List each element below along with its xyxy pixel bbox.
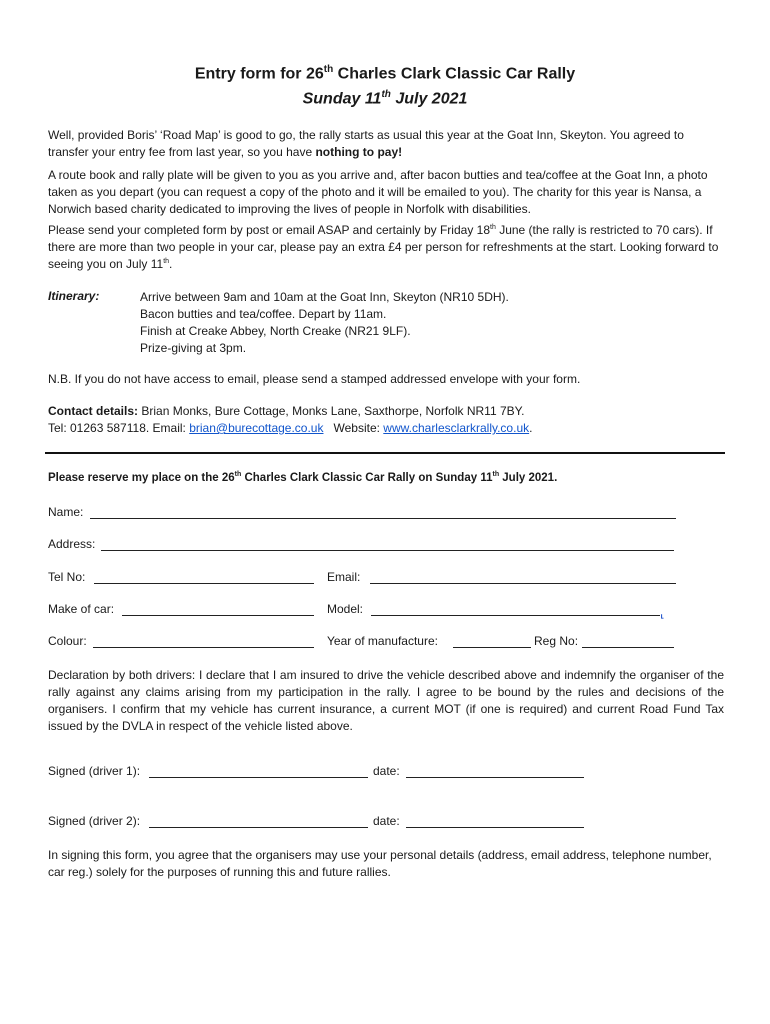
p3-b: June (the rally is restricted to 70 cars). If there are more than two people in your car, please pay an extra £4 per person for refreshments at the start. Looking forward to seeing you on July 11: [48, 223, 719, 271]
colour-field[interactable]: [93, 647, 314, 648]
year-label: Year of manufacture:: [327, 634, 438, 648]
tel-field[interactable]: [94, 583, 314, 584]
email-label: Email:: [327, 570, 361, 584]
email-field[interactable]: [370, 583, 676, 584]
intro-p1-text: Well, provided Boris’ ‘Road Map’ is good to go, the rally starts as usual this year at the Goat Inn, Skeyton. You agreed to transfer your entry fee from last year, so you have: [48, 128, 684, 159]
contact-details: [48, 403, 724, 437]
address-field[interactable]: [101, 550, 674, 551]
make-field[interactable]: [122, 615, 314, 616]
driver2-label: Signed (driver 2):: [48, 814, 141, 828]
intro-p1-bold: nothing to pay!: [315, 145, 403, 159]
consent-paragraph: In signing this form, you agree that the organisers may use your personal details (address, email address, telephone number, car reg.) solely for the purposes of running this and future rallies.: [48, 848, 712, 879]
signature-driver2-row: [48, 814, 688, 831]
title-prefix: Entry form for 26: [194, 65, 324, 83]
itinerary-lines: [140, 289, 509, 357]
itinerary-label: Itinerary:: [48, 289, 100, 303]
p3-sup2: th: [163, 258, 170, 265]
form-date-title: [0, 89, 770, 108]
intro-paragraph-2: A route book and rally plate will be given to you as you arrive and, after bacon butties and tea/coffee at the Goat Inn, a photo taken as you depart (you can request a copy of the photo and it will be emailed to you). The charity for this year is Nansa, a Norwich based charity dedicated to improving the lives of people in Norfolk with disabilities.: [48, 168, 708, 216]
declaration-paragraph: Declaration by both drivers: I declare that I am insured to drive the vehicle described above and indemnify the organiser of the rally against any claims arising from my participation in the rally. I agree to be bound by the rules and decisions of the organisers. I confirm that my vehicle has current insurance, a current MOT (if one is required) and current Road Fund Tax issued by the DVLA in respect of the vehicle listed above.: [48, 668, 724, 733]
driver2-signature-field[interactable]: [149, 827, 368, 828]
itinerary-line: Bacon butties and tea/coffee. Depart by 11am.: [140, 307, 387, 321]
contact-tel: Tel: 01263 587118. Email:: [48, 421, 190, 435]
colour-year-reg-row: [48, 634, 688, 651]
p3-c: .: [169, 257, 173, 271]
contact-label: Contact details:: [48, 404, 139, 418]
p3-a: Please send your completed form by post or email ASAP and certainly by Friday 18: [48, 223, 491, 237]
title-suffix: Charles Clark Classic Car Rally: [333, 65, 576, 83]
tel-email-row: [48, 570, 688, 587]
tel-label: Tel No:: [48, 570, 86, 584]
contact-email-link[interactable]: brian@burecottage.co.uk: [189, 421, 324, 435]
reg-field[interactable]: [582, 647, 674, 648]
reserve-sup1: th: [234, 471, 242, 478]
itinerary-line: Finish at Creake Abbey, North Creake (NR21 9LF).: [140, 324, 411, 338]
text-cursor-icon: ⸤: [660, 606, 665, 620]
nb-note: N.B. If you do not have access to email, please send a stamped addressed envelope with your form.: [48, 372, 581, 386]
date-sup: th: [381, 89, 391, 100]
name-row: [48, 505, 688, 522]
signature-driver1-row: [48, 764, 688, 781]
reserve-heading: [48, 471, 557, 484]
reserve-b: Charles Clark Classic Car Rally on Sunday 11: [241, 471, 493, 484]
contact-end: .: [529, 421, 533, 435]
contact-address: Brian Monks, Bure Cottage, Monks Lane, Saxthorpe, Norfolk NR11 7BY.: [138, 404, 525, 418]
name-field[interactable]: [90, 518, 676, 519]
driver1-label: Signed (driver 1):: [48, 764, 141, 778]
date-suffix: July 2021: [390, 90, 468, 108]
itinerary-line: Prize-giving at 3pm.: [140, 341, 247, 355]
intro-paragraph-1: [48, 127, 724, 161]
make-label: Make of car:: [48, 602, 115, 616]
model-label: Model:: [327, 602, 364, 616]
address-row: [48, 537, 688, 554]
driver2-date-label: date:: [373, 814, 400, 828]
date-prefix: Sunday 11: [302, 90, 382, 108]
reserve-c: July 2021.: [499, 471, 558, 484]
intro-paragraph-3: [48, 222, 724, 273]
year-field[interactable]: [453, 647, 531, 648]
make-model-row: [48, 602, 688, 619]
address-label: Address:: [48, 537, 96, 551]
driver2-date-field[interactable]: [406, 827, 584, 828]
colour-label: Colour:: [48, 634, 87, 648]
website-label: Website:: [323, 421, 384, 435]
reserve-sup2: th: [492, 471, 500, 478]
section-divider: [45, 452, 725, 454]
title-sup: th: [323, 64, 334, 75]
driver1-date-field[interactable]: [406, 777, 584, 778]
name-label: Name:: [48, 505, 84, 519]
driver1-date-label: date:: [373, 764, 400, 778]
itinerary-line: Arrive between 9am and 10am at the Goat Inn, Skeyton (NR10 5DH).: [140, 290, 509, 304]
driver1-signature-field[interactable]: [149, 777, 368, 778]
model-field[interactable]: [371, 615, 660, 616]
form-title: [0, 64, 770, 83]
reg-label: Reg No:: [534, 634, 579, 648]
p3-sup1: th: [490, 224, 496, 231]
reserve-a: Please reserve my place on the 26: [48, 471, 235, 484]
contact-website-link[interactable]: www.charlesclarkrally.co.uk: [383, 421, 530, 435]
